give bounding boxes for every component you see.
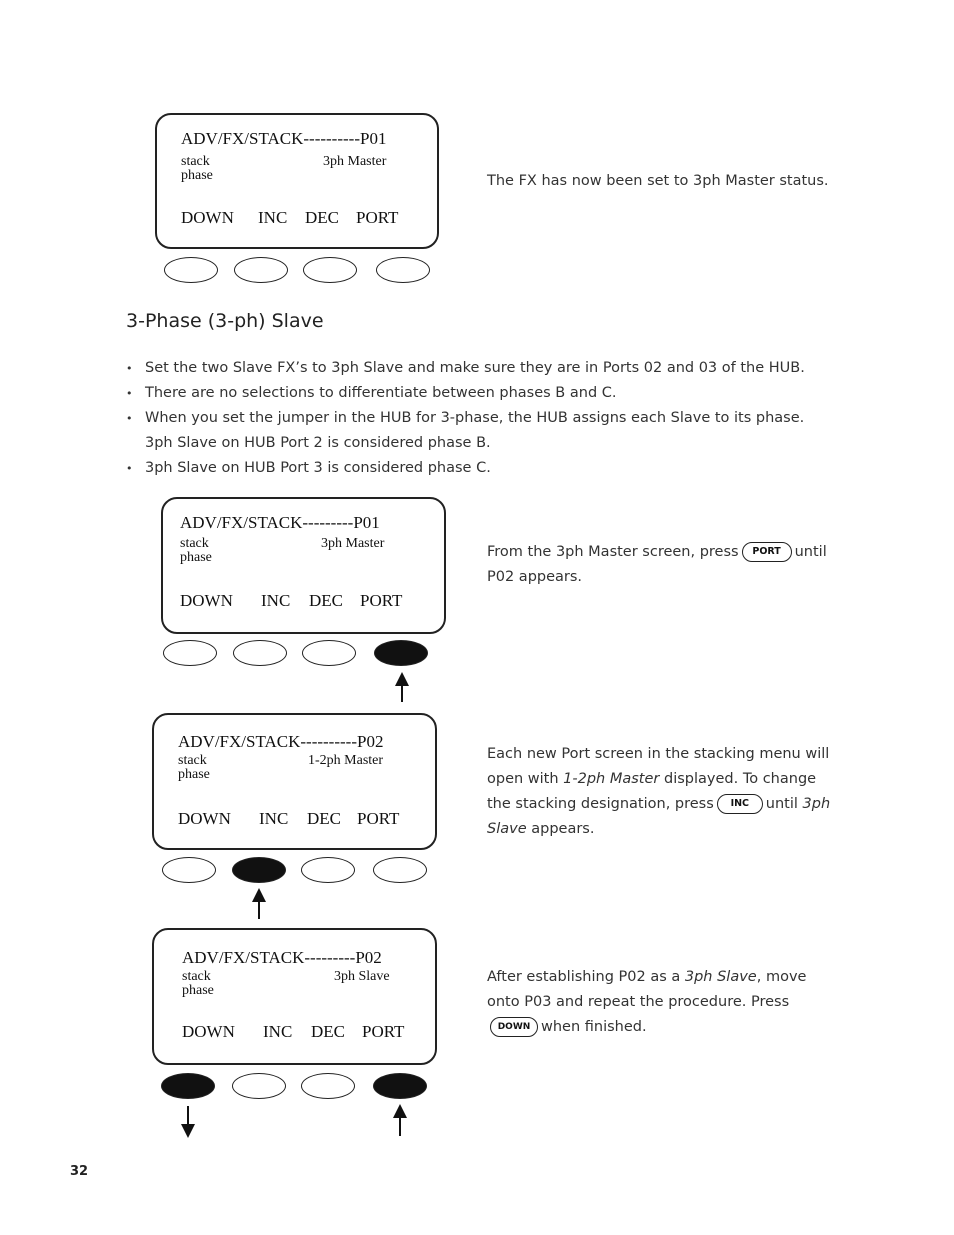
screen-title: ADV/FX/STACK----------P02 [178, 732, 384, 751]
screen-label-stack: stack [181, 154, 210, 169]
dec-button[interactable] [302, 640, 356, 666]
softkey-label-port: PORT [362, 1022, 405, 1041]
inc-button-pressed[interactable] [232, 857, 286, 883]
screen-value: 1-2ph Master [308, 753, 384, 768]
port-button[interactable] [373, 857, 427, 883]
lcd-screen-3 [152, 713, 437, 850]
arrow-up-icon [401, 674, 403, 702]
down-button[interactable] [163, 640, 217, 666]
screen-label-phase: phase [181, 168, 213, 183]
arrow-down-icon [187, 1106, 189, 1136]
list-item: • Set the two Slave FX’s to 3ph Slave and make sure they are in Ports 02 and 03 of the HUB. [126, 356, 836, 381]
softkey-label-inc: INC [261, 591, 291, 610]
inc-button[interactable] [233, 640, 287, 666]
description-master-status: The FX has now been set to 3ph Master status. [487, 173, 829, 189]
down-button[interactable] [164, 257, 218, 283]
softkey-label-down: DOWN [181, 208, 234, 227]
softkey-label-down: DOWN [178, 809, 231, 828]
softkey-label-inc: INC [258, 208, 288, 227]
port-key-icon: PORT [742, 542, 792, 562]
list-item: • 3ph Slave on HUB Port 3 is considered phase C. [126, 456, 836, 481]
screen-label-stack: stack [182, 969, 211, 984]
screen-title: ADV/FX/STACK---------P01 [180, 513, 380, 532]
description-press-down: After establishing P02 as a 3ph Slave, move onto P03 and repeat the procedure. PressDOWN when finished. [487, 969, 807, 1035]
port-button-pressed[interactable] [373, 1073, 427, 1099]
dec-button[interactable] [301, 857, 355, 883]
port-button[interactable] [376, 257, 430, 283]
softkey-label-port: PORT [360, 591, 403, 610]
softkey-label-down: DOWN [180, 591, 233, 610]
softkey-label-port: PORT [357, 809, 400, 828]
down-button-pressed[interactable] [161, 1073, 215, 1099]
softkey-label-inc: INC [263, 1022, 293, 1041]
arrow-up-icon [399, 1106, 401, 1136]
down-button[interactable] [162, 857, 216, 883]
inc-button[interactable] [232, 1073, 286, 1099]
screen-label-stack: stack [178, 753, 207, 768]
softkey-label-down: DOWN [182, 1022, 235, 1041]
dec-button[interactable] [301, 1073, 355, 1099]
screen-label-stack: stack [180, 536, 209, 551]
softkey-label-inc: INC [259, 809, 289, 828]
description-press-inc: Each new Port screen in the stacking menu will open with 1-2ph Master displayed. To change the stacking designation, press INC until 3ph Slave appears. [487, 746, 831, 837]
port-button-pressed[interactable] [374, 640, 428, 666]
screen-value: 3ph Slave [334, 969, 390, 984]
softkey-label-dec: DEC [307, 809, 341, 828]
description-press-port: From the 3ph Master screen, press PORT until P02 appears. [487, 544, 827, 585]
screen-title: ADV/FX/STACK---------P02 [182, 948, 382, 967]
screen-label-phase: phase [180, 550, 212, 565]
lcd-screen-4 [152, 928, 437, 1065]
inc-button[interactable] [234, 257, 288, 283]
softkey-label-port: PORT [356, 208, 399, 227]
lcd-screen-1 [155, 113, 439, 249]
screen-label-phase: phase [182, 983, 214, 998]
section-title: 3-Phase (3-ph) Slave [126, 310, 324, 332]
list-item: • When you set the jumper in the HUB for 3-phase, the HUB assigns each Slave to its phase. 3ph Slave on HUB Port 2 is considered phase B. [126, 406, 836, 456]
list-item: • There are no selections to differentiate between phases B and C. [126, 381, 836, 406]
screen-title: ADV/FX/STACK----------P01 [181, 129, 387, 148]
dec-button[interactable] [303, 257, 357, 283]
bullet-list [126, 356, 836, 481]
down-key-icon: DOWN [490, 1017, 538, 1037]
softkey-label-dec: DEC [305, 208, 339, 227]
arrow-up-icon [258, 890, 260, 919]
softkey-label-dec: DEC [311, 1022, 345, 1041]
screen-value: 3ph Master [323, 154, 387, 169]
inc-key-icon: INC [717, 794, 763, 814]
screen-label-phase: phase [178, 767, 210, 782]
page-number: 32 [70, 1164, 89, 1179]
screen-value: 3ph Master [321, 536, 385, 551]
softkey-label-dec: DEC [309, 591, 343, 610]
lcd-screen-2 [161, 497, 446, 634]
